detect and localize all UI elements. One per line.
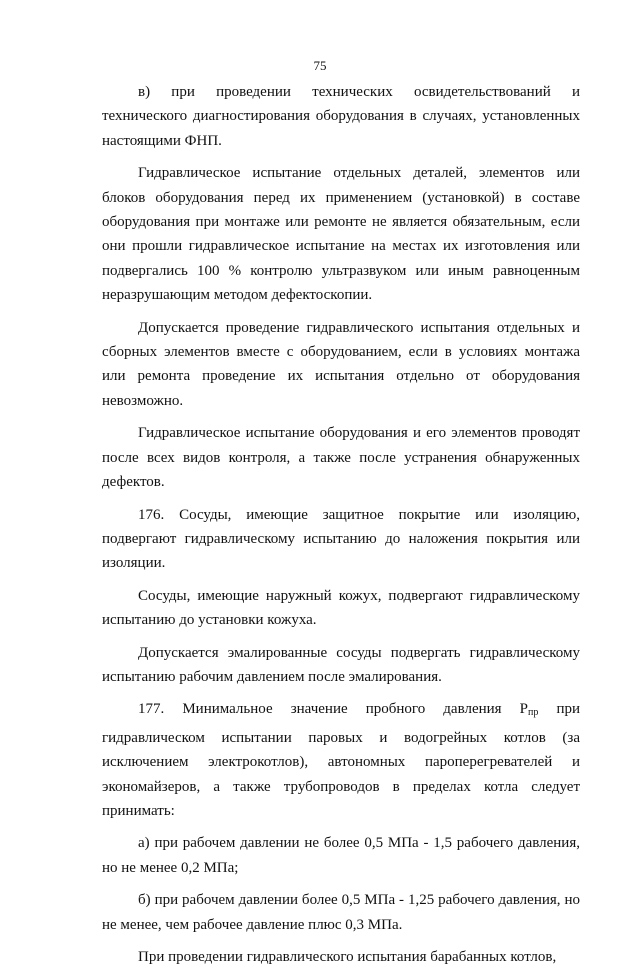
paragraph-177-text-before: 177. Минимальное значение пробного давления Р xyxy=(138,701,528,718)
paragraph-hydraulic-test-parts: Гидравлическое испытание отдельных деталей, элементов или блоков оборудования перед их применением (установкой) в составе оборудования при монтаже или ремонте не является обязательным, если они прошли гидравлическое испытание на местах их изготовления или подвергались 100 % контролю ультразвуком или иным равноценным неразрушающим методом дефектоскопии. xyxy=(102,165,580,304)
paragraph-outer-casing: Сосуды, имеющие наружный кожух, подвергают гидравлическому испытанию до установки кожуха. xyxy=(102,587,580,629)
paragraph-item-v: в) при проведении технических освидетельствований и технического диагностирования оборудования в случаях, установленных настоящими ФНП. xyxy=(102,84,580,149)
paragraph-assembled-elements: Допускается проведение гидравлического испытания отдельных и сборных элементов вместе с оборудованием, если в условиях монтажа или ремонта проведение их испытания отдельно от оборудования невозможно. xyxy=(102,319,580,409)
paragraph-enamelled-vessels: Допускается эмалированные сосуды подвергать гидравлическому испытанию рабочим давлением после эмалирования. xyxy=(102,644,580,685)
paragraph-drum-boilers: При проведении гидравлического испытания барабанных котлов, xyxy=(138,949,557,965)
paragraph-item-a: а) при рабочем давлении не более 0,5 МПа - 1,5 рабочего давления, но не менее 0,2 МПа; xyxy=(102,835,580,876)
page-number: 75 xyxy=(313,58,327,73)
paragraph-item-b: б) при рабочем давлении более 0,5 МПа - 1,25 рабочего давления, но не менее, чем рабочее давление плюс 0,3 МПа. xyxy=(102,892,580,933)
paragraph-177 xyxy=(102,697,580,823)
pressure-subscript: пр xyxy=(528,707,539,719)
paragraph-after-control: Гидравлическое испытание оборудования и его элементов проводят после всех видов контроля, а также после устранения обнаруженных дефектов. xyxy=(102,425,580,491)
document-body xyxy=(102,80,580,977)
paragraph-176: 176. Сосуды, имеющие защитное покрытие или изоляцию, подвергают гидравлическому испытанию до наложения покрытия или изоляции. xyxy=(102,506,580,572)
paragraph-177-text-after: при гидравлическом испытании паровых и водогрейных котлов (за исключением электрокотлов), автономных пароперегревателей и экономайзеров, а также трубопроводов в пределах котла следует принимать: xyxy=(102,701,581,819)
